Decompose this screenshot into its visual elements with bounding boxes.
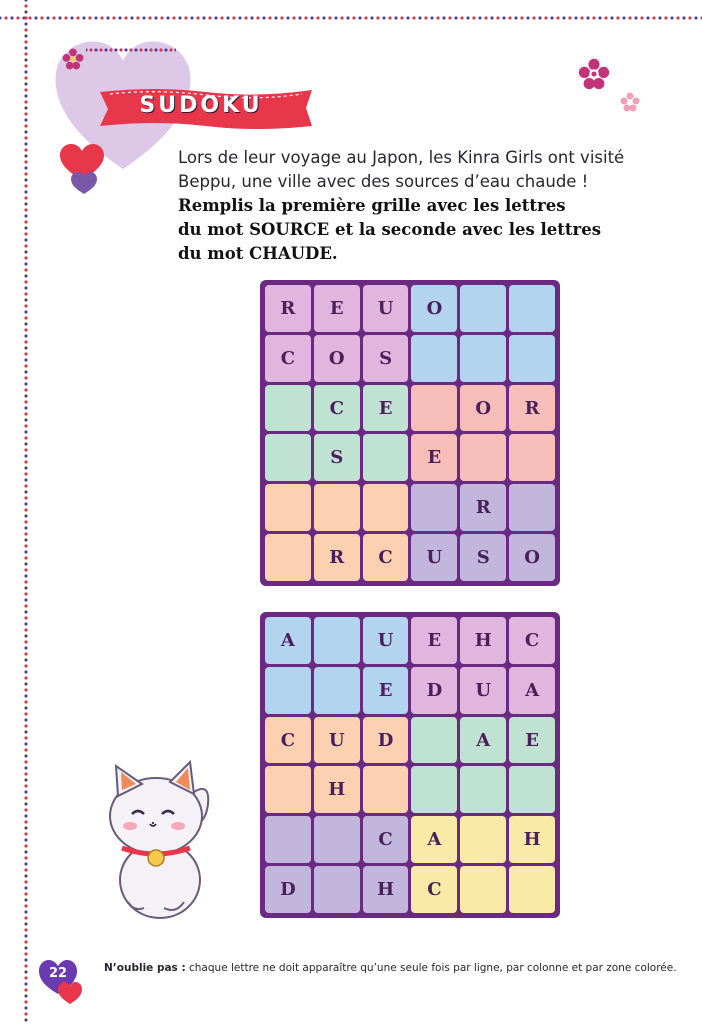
sudoku-cell[interactable] [460,766,506,813]
sudoku-cell[interactable]: C [265,335,311,382]
sudoku-cell[interactable]: C [411,866,457,913]
sudoku-cell[interactable]: C [314,385,360,432]
hearts-icon [54,140,110,196]
sudoku-cell[interactable]: E [411,434,457,481]
instructions [178,194,678,266]
footnote-text: chaque lettre ne doit apparaître qu’une seule fois par ligne, par colonne et par zone colorée. [185,962,677,974]
sudoku-cell[interactable] [509,484,555,531]
sudoku-cell[interactable]: U [460,667,506,714]
sudoku-cell[interactable]: O [460,385,506,432]
page-title: SUDOKU [139,92,263,118]
sudoku-cell[interactable]: O [411,285,457,332]
flower-icon [578,58,610,90]
sudoku-cell[interactable] [509,434,555,481]
sudoku-cell[interactable] [460,434,506,481]
sudoku-cell[interactable]: R [460,484,506,531]
sudoku-cell[interactable]: R [509,385,555,432]
sudoku-cell[interactable]: E [363,667,409,714]
footnote [104,962,684,974]
sudoku-cell[interactable]: H [460,617,506,664]
page-number: 22 [48,965,68,981]
sudoku-cell[interactable]: O [509,534,555,581]
sudoku-cell[interactable]: A [265,617,311,664]
instruction-line: Remplis la première grille avec les lettres [178,196,566,215]
sudoku-cell[interactable]: H [509,816,555,863]
sudoku-cell[interactable]: E [509,717,555,764]
lucky-cat-illustration [98,752,224,922]
sudoku-cell[interactable] [411,717,457,764]
sudoku-cell[interactable]: A [411,816,457,863]
sudoku-cell[interactable]: C [509,617,555,664]
sudoku-cell[interactable] [460,816,506,863]
sudoku-cell[interactable] [509,766,555,813]
sudoku-cell[interactable] [411,484,457,531]
sudoku-cell[interactable]: U [314,717,360,764]
sudoku-cell[interactable]: E [363,385,409,432]
sudoku-cell[interactable]: A [460,717,506,764]
sudoku-cell[interactable] [265,434,311,481]
sudoku-cell[interactable] [460,285,506,332]
sudoku-cell[interactable] [411,335,457,382]
sudoku-cell[interactable] [314,617,360,664]
instruction-line: du mot SOURCE et la seconde avec les lettres [178,220,601,239]
sudoku-cell[interactable]: C [265,717,311,764]
sudoku-cell[interactable] [265,766,311,813]
sudoku-cell[interactable]: U [363,285,409,332]
sudoku-cell[interactable]: U [411,534,457,581]
sudoku-cell[interactable] [265,385,311,432]
sudoku-cell[interactable]: R [265,285,311,332]
sudoku-cell[interactable] [363,766,409,813]
sudoku-cell[interactable]: O [314,335,360,382]
sudoku-cell[interactable]: D [363,717,409,764]
sudoku-cell[interactable] [509,285,555,332]
sudoku-cell[interactable] [363,434,409,481]
sudoku-cell[interactable] [265,667,311,714]
sudoku-cell[interactable] [460,335,506,382]
intro-line: Lors de leur voyage au Japon, les Kinra Girls ont visité [178,148,625,167]
sudoku-cell[interactable]: U [363,617,409,664]
sudoku-cell[interactable]: E [411,617,457,664]
sudoku-cell[interactable]: D [411,667,457,714]
dotted-chain [86,48,176,52]
sudoku-cell[interactable]: D [265,866,311,913]
sudoku-grid-chaude [260,612,560,918]
sudoku-grid-source [260,280,560,586]
intro-text [178,146,678,194]
sudoku-cell[interactable]: R [314,534,360,581]
sudoku-cell[interactable] [363,484,409,531]
flower-icon [62,48,84,70]
sudoku-cell[interactable]: S [314,434,360,481]
sudoku-cell[interactable]: A [509,667,555,714]
footnote-label: N’oublie pas : [104,962,186,974]
sudoku-cell[interactable]: S [460,534,506,581]
sudoku-cell[interactable]: H [363,866,409,913]
sudoku-cell[interactable] [411,385,457,432]
flower-icon [620,92,640,112]
top-dotted-border [0,16,702,20]
sudoku-cell[interactable]: H [314,766,360,813]
sudoku-cell[interactable]: C [363,534,409,581]
sudoku-cell[interactable] [265,816,311,863]
sudoku-cell[interactable] [314,484,360,531]
instruction-line: du mot CHAUDE. [178,244,338,263]
sudoku-cell[interactable] [314,866,360,913]
sudoku-cell[interactable] [265,484,311,531]
sudoku-cell[interactable] [509,335,555,382]
sudoku-cell[interactable] [265,534,311,581]
sudoku-cell[interactable] [314,816,360,863]
left-dotted-border [24,0,28,1024]
sudoku-cell[interactable]: S [363,335,409,382]
sudoku-cell[interactable] [509,866,555,913]
intro-line: Beppu, une ville avec des sources d’eau chaude ! [178,172,589,191]
sudoku-cell[interactable] [411,766,457,813]
sudoku-cell[interactable] [460,866,506,913]
sudoku-cell[interactable]: E [314,285,360,332]
sudoku-cell[interactable]: C [363,816,409,863]
sudoku-cell[interactable] [314,667,360,714]
